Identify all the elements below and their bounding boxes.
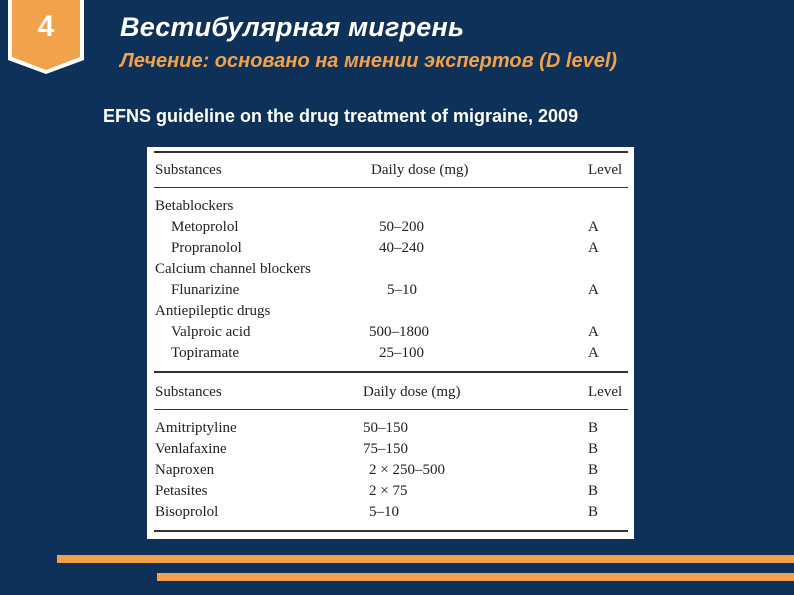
accent-bar-bottom — [157, 573, 794, 581]
dose-cell: 25–100 — [379, 345, 424, 361]
header-daily-dose: Daily dose (mg) — [363, 384, 461, 400]
level-cell: B — [588, 462, 599, 478]
header-level: Level — [588, 384, 623, 400]
level-cell: B — [588, 420, 599, 436]
level-cell: A — [588, 324, 599, 340]
table-group-row — [147, 303, 634, 323]
header-substances: Substances — [155, 384, 222, 400]
table-row — [147, 483, 634, 503]
level-cell: B — [588, 483, 599, 499]
level-cell: A — [588, 345, 599, 361]
table-row — [147, 462, 634, 482]
table-row — [147, 282, 634, 302]
substance-cell: Venlafaxine — [155, 441, 227, 457]
table-row — [147, 240, 634, 260]
table-rule — [154, 187, 628, 188]
slide-title: Вестибулярная мигрень — [120, 12, 465, 42]
dose-cell: 5–10 — [387, 282, 417, 298]
substance-cell: Amitriptyline — [155, 420, 237, 436]
level-cell: B — [588, 441, 599, 457]
table-rule — [154, 371, 628, 373]
substance-cell: Topiramate — [171, 345, 240, 361]
substance-cell: Valproic acid — [171, 324, 251, 340]
table-rule — [154, 530, 628, 532]
table-row — [147, 324, 634, 344]
table-group-row — [147, 261, 634, 281]
dose-cell: 50–200 — [379, 219, 424, 235]
header-level: Level — [588, 162, 623, 178]
dose-cell: 5–10 — [369, 504, 399, 520]
substance-cell: Petasites — [155, 483, 208, 499]
level-cell: B — [588, 504, 599, 520]
table-row — [147, 420, 634, 440]
substance-cell: Naproxen — [155, 462, 215, 478]
table-row — [147, 504, 634, 524]
group-label: Antiepileptic drugs — [155, 303, 271, 319]
slide-subtitle: Лечение: основано на мнении экспертов (D level) — [120, 50, 618, 72]
header-substances: Substances — [155, 162, 222, 178]
accent-bar-top — [57, 555, 794, 563]
header-daily-dose: Daily dose (mg) — [371, 162, 469, 178]
dose-cell: 2 × 75 — [369, 483, 408, 499]
substance-cell: Flunarizine — [171, 282, 240, 298]
slide-number: 4 — [37, 10, 55, 43]
dose-cell: 75–150 — [363, 441, 408, 457]
group-label: Calcium channel blockers — [155, 261, 311, 277]
table-rule — [154, 151, 628, 153]
guideline-caption: EFNS guideline on the drug treatment of migraine, 2009 — [103, 106, 579, 126]
treatment-table — [147, 147, 634, 539]
substance-cell: Metoprolol — [171, 219, 239, 235]
dose-cell: 500–1800 — [369, 324, 429, 340]
dose-cell: 50–150 — [363, 420, 408, 436]
table-row — [147, 345, 634, 365]
substance-cell: Bisoprolol — [155, 504, 219, 520]
level-cell: A — [588, 219, 599, 235]
substance-cell: Propranolol — [171, 240, 242, 256]
table-header-row — [147, 162, 634, 182]
level-cell: A — [588, 282, 599, 298]
slide-number-badge — [8, 0, 84, 74]
table-header-row — [147, 384, 634, 404]
dose-cell: 2 × 250–500 — [369, 462, 445, 478]
table-row — [147, 219, 634, 239]
table-rule — [154, 409, 628, 410]
level-cell: A — [588, 240, 599, 256]
table-row — [147, 441, 634, 461]
table-group-row — [147, 198, 634, 218]
group-label: Betablockers — [155, 198, 234, 214]
dose-cell: 40–240 — [379, 240, 424, 256]
